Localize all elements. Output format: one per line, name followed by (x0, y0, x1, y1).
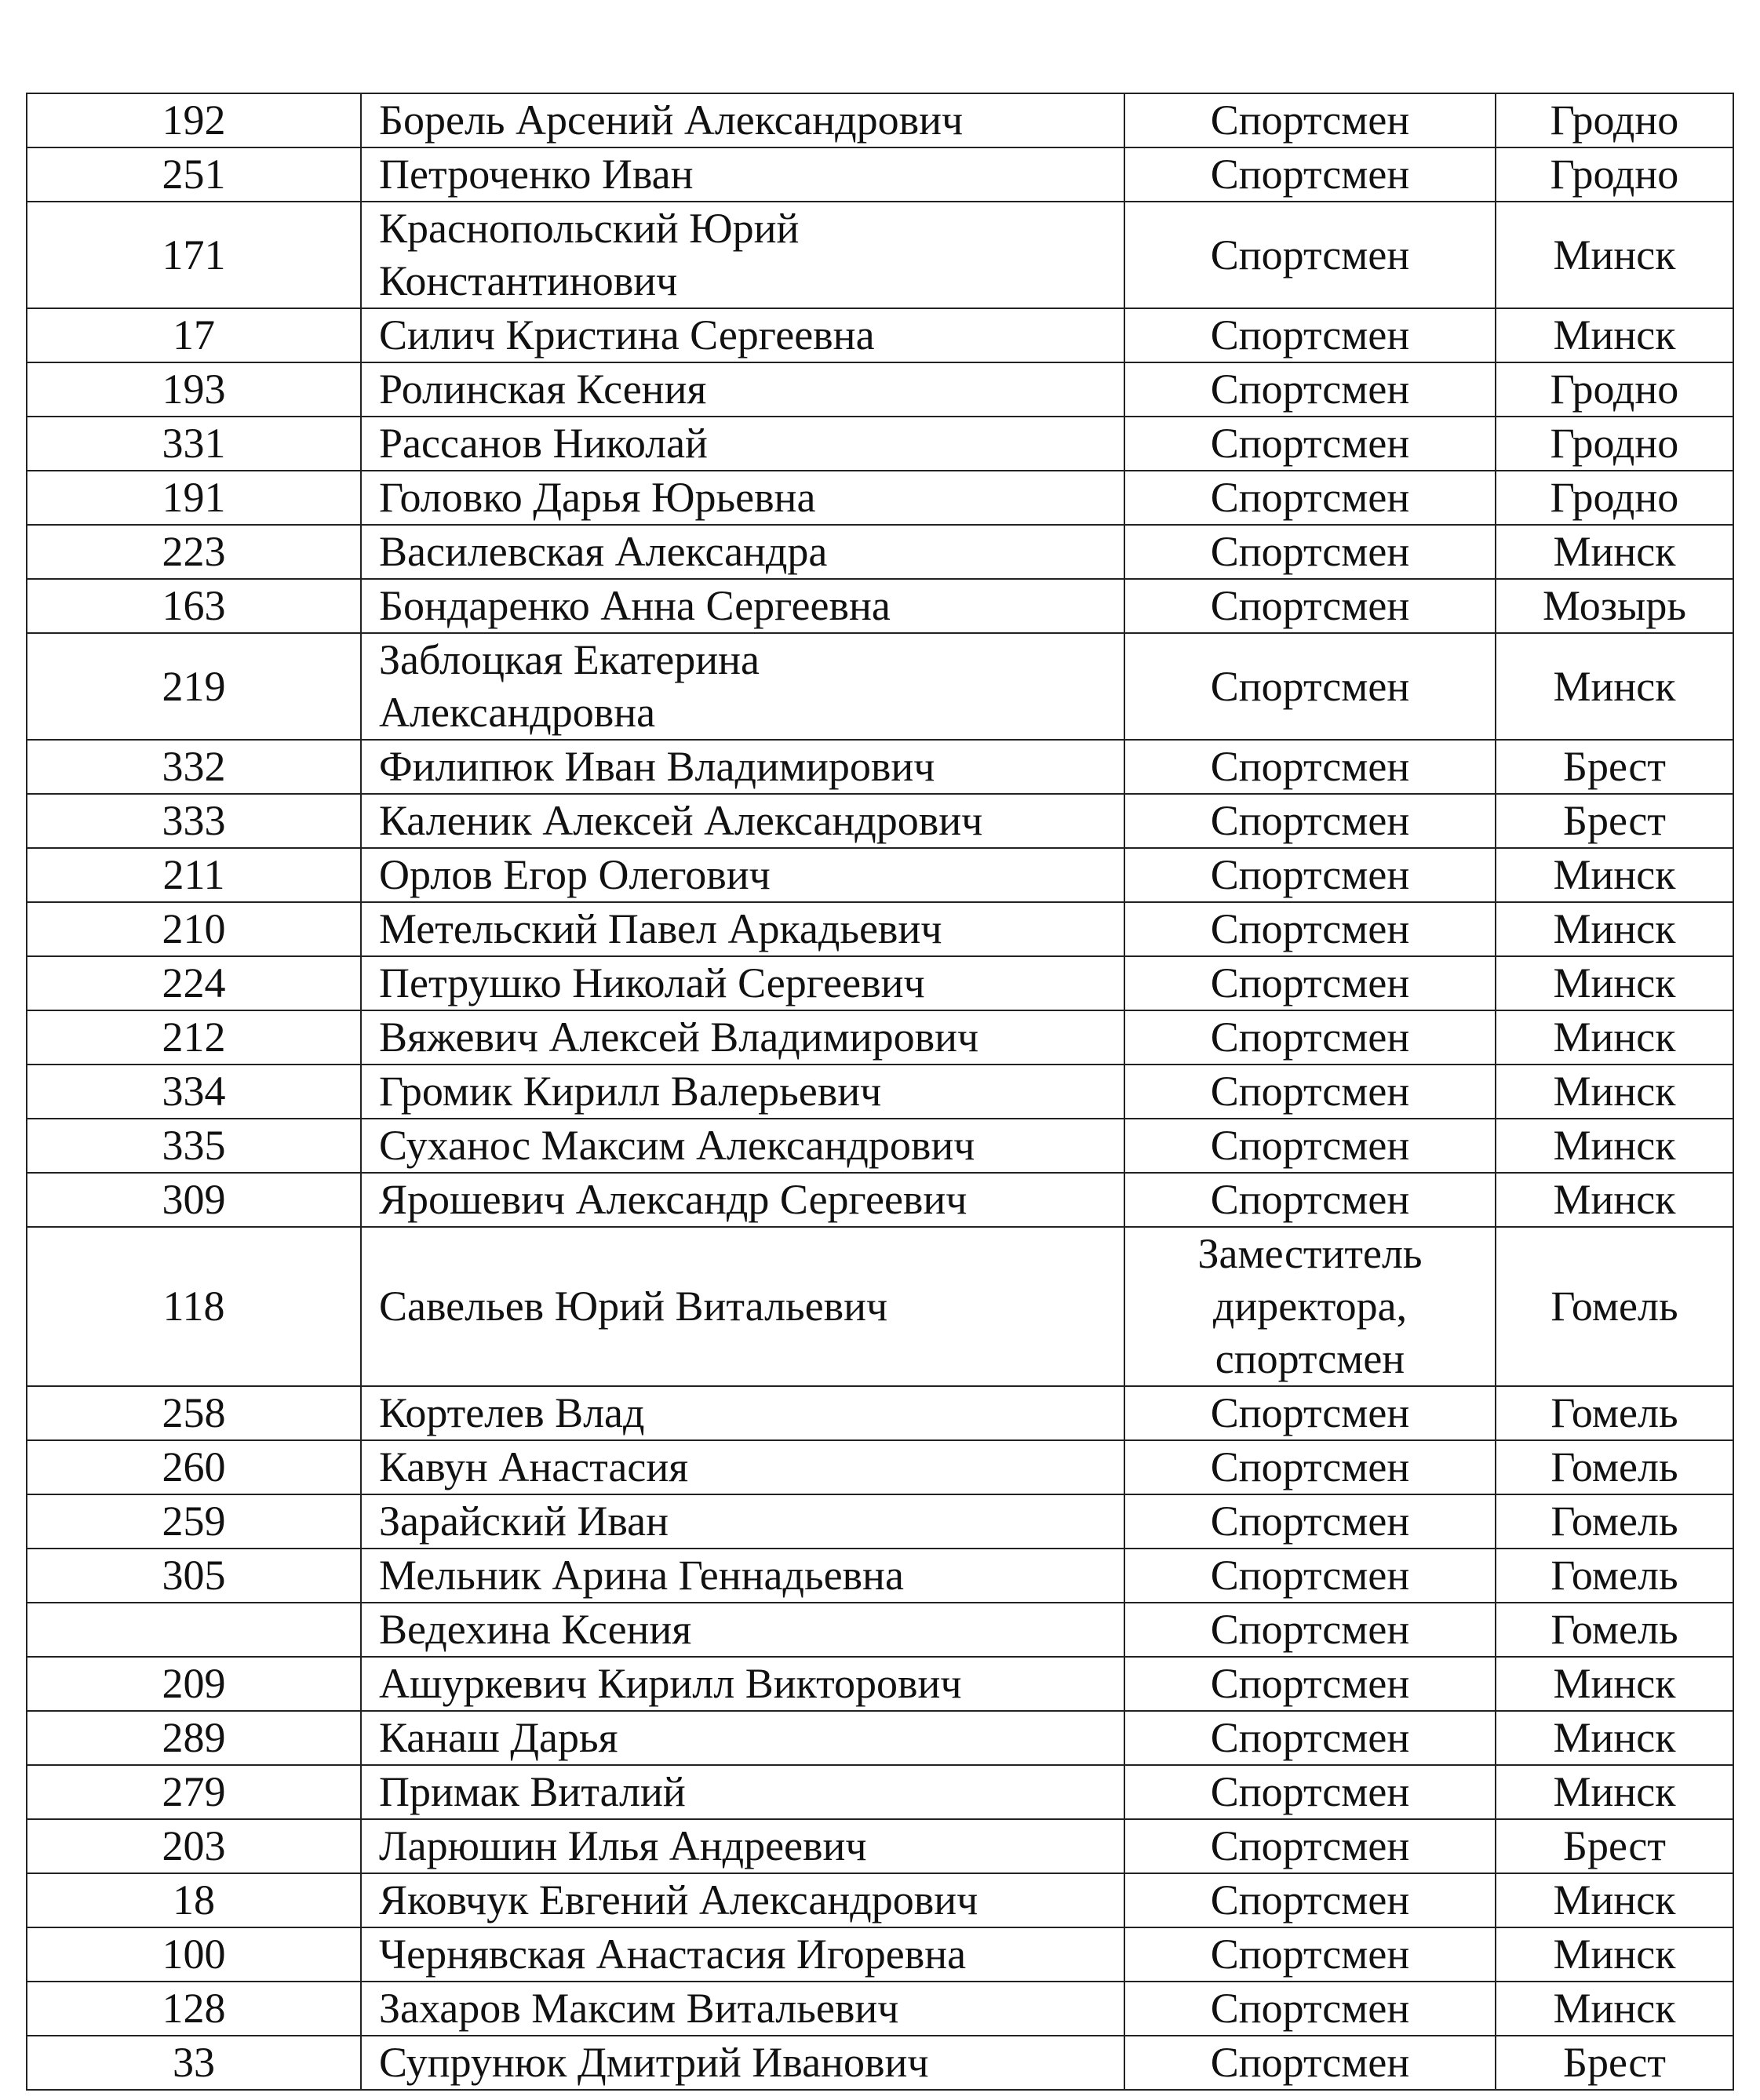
table-row (27, 1065, 1733, 1119)
table-row (27, 1119, 1733, 1173)
participant-number-cell: 191 (27, 471, 361, 525)
participant-role-cell: Спортсмен (1124, 633, 1496, 740)
participant-name-line: Заблоцкая Екатерина (379, 636, 760, 683)
participant-city-cell: Гродно (1496, 471, 1733, 525)
table-row (27, 902, 1733, 956)
participants-table-body (27, 93, 1733, 2090)
participant-role-cell: Спортсмен (1124, 1657, 1496, 1711)
participant-number-cell: 260 (27, 1440, 361, 1494)
participant-number-cell: 212 (27, 1010, 361, 1065)
participant-city-cell: Гродно (1496, 93, 1733, 147)
table-row (27, 362, 1733, 417)
participant-name-cell: Примак Виталий (361, 1765, 1124, 1819)
participant-name-cell: Силич Кристина Сергеевна (361, 308, 1124, 362)
participant-number-cell: 305 (27, 1549, 361, 1603)
participant-role-cell: Спортсмен (1124, 1173, 1496, 1227)
participant-name-cell: Головко Дарья Юрьевна (361, 471, 1124, 525)
table-row (27, 740, 1733, 794)
table-row (27, 1010, 1733, 1065)
participant-role-cell: Спортсмен (1124, 525, 1496, 579)
table-row (27, 1173, 1733, 1227)
participant-role-line: директора, (1212, 1283, 1408, 1330)
participant-city-cell: Гродно (1496, 417, 1733, 471)
participant-name-cell: Ведехина Ксения (361, 1603, 1124, 1657)
participant-name-line: Краснопольский Юрий (379, 205, 800, 252)
participant-name-cell: Зарайский Иван (361, 1494, 1124, 1549)
participant-city-cell: Брест (1496, 740, 1733, 794)
participant-role-cell: Спортсмен (1124, 579, 1496, 633)
participant-number-cell: 289 (27, 1711, 361, 1765)
participant-role-cell: Спортсмен (1124, 471, 1496, 525)
participant-name-cell: Ашуркевич Кирилл Викторович (361, 1657, 1124, 1711)
table-row (27, 525, 1733, 579)
participant-number-cell: 333 (27, 794, 361, 848)
participant-city-cell: Гомель (1496, 1440, 1733, 1494)
participant-city-cell: Минск (1496, 1119, 1733, 1173)
participant-name-cell: Кортелев Влад (361, 1386, 1124, 1440)
participant-role-cell: Спортсмен (1124, 1549, 1496, 1603)
participant-city-cell: Минск (1496, 1927, 1733, 1982)
participant-city-cell: Минск (1496, 1657, 1733, 1711)
participant-number-cell: 128 (27, 1982, 361, 2036)
participant-number-cell: 17 (27, 308, 361, 362)
table-row (27, 308, 1733, 362)
table-row (27, 956, 1733, 1010)
participant-name-cell: Ларюшин Илья Андреевич (361, 1819, 1124, 1873)
participant-name-cell: Бондаренко Анна Сергеевна (361, 579, 1124, 633)
table-row (27, 1982, 1733, 2036)
participant-city-cell: Минск (1496, 956, 1733, 1010)
participant-city-cell: Гомель (1496, 1603, 1733, 1657)
participant-number-cell: 335 (27, 1119, 361, 1173)
table-row (27, 1711, 1733, 1765)
participant-city-cell: Гомель (1496, 1549, 1733, 1603)
participant-role-cell (1124, 1227, 1496, 1386)
participant-role-cell: Спортсмен (1124, 956, 1496, 1010)
participant-number-cell: 171 (27, 202, 361, 308)
table-row (27, 1440, 1733, 1494)
participant-name-cell: Вяжевич Алексей Владимирович (361, 1010, 1124, 1065)
participant-city-cell: Минск (1496, 1173, 1733, 1227)
participant-number-cell: 224 (27, 956, 361, 1010)
participant-role-cell: Спортсмен (1124, 202, 1496, 308)
table-row (27, 848, 1733, 902)
participant-role-line: Заместитель (1197, 1230, 1423, 1277)
participant-city-cell: Брест (1496, 1819, 1733, 1873)
document-page (26, 93, 1733, 2091)
participant-role-cell: Спортсмен (1124, 1765, 1496, 1819)
participant-role-cell: Спортсмен (1124, 902, 1496, 956)
participant-number-cell: 163 (27, 579, 361, 633)
participant-number-cell: 223 (27, 525, 361, 579)
participant-role-cell: Спортсмен (1124, 1927, 1496, 1982)
participant-number-cell: 251 (27, 147, 361, 202)
participant-name-line: Константинович (379, 257, 678, 304)
participant-city-cell: Минск (1496, 308, 1733, 362)
participant-role-cell: Спортсмен (1124, 1603, 1496, 1657)
participant-city-cell: Минск (1496, 902, 1733, 956)
table-row (27, 471, 1733, 525)
participant-city-cell: Гомель (1496, 1494, 1733, 1549)
table-row (27, 1386, 1733, 1440)
participant-city-cell: Мозырь (1496, 579, 1733, 633)
participant-city-cell: Брест (1496, 794, 1733, 848)
participants-table (26, 93, 1734, 2091)
table-row (27, 202, 1733, 308)
participant-number-cell: 100 (27, 1927, 361, 1982)
participant-city-cell: Минск (1496, 1765, 1733, 1819)
participant-city-cell: Гомель (1496, 1386, 1733, 1440)
participant-number-cell: 259 (27, 1494, 361, 1549)
participant-name-cell: Василевская Александра (361, 525, 1124, 579)
table-row (27, 147, 1733, 202)
table-row (27, 794, 1733, 848)
participant-role-cell: Спортсмен (1124, 794, 1496, 848)
participant-number-cell: 219 (27, 633, 361, 740)
participant-number-cell: 332 (27, 740, 361, 794)
participant-role-cell: Спортсмен (1124, 1982, 1496, 2036)
participant-role-cell: Спортсмен (1124, 1440, 1496, 1494)
participant-name-cell: Борель Арсений Александрович (361, 93, 1124, 147)
participant-name-line: Александровна (379, 689, 656, 736)
participant-city-cell: Минск (1496, 633, 1733, 740)
participant-name-cell: Орлов Егор Олегович (361, 848, 1124, 902)
participant-name-cell: Чернявская Анастасия Игоревна (361, 1927, 1124, 1982)
participant-role-cell: Спортсмен (1124, 1065, 1496, 1119)
participant-city-cell: Брест (1496, 2036, 1733, 2090)
participant-role-cell: Спортсмен (1124, 848, 1496, 902)
participant-role-cell: Спортсмен (1124, 1494, 1496, 1549)
participant-name-cell: Захаров Максим Витальевич (361, 1982, 1124, 2036)
participant-name-cell: Канаш Дарья (361, 1711, 1124, 1765)
participant-role-cell: Спортсмен (1124, 1711, 1496, 1765)
participant-role-cell: Спортсмен (1124, 1386, 1496, 1440)
participant-number-cell: 210 (27, 902, 361, 956)
table-row (27, 1603, 1733, 1657)
participant-name-cell: Филипюк Иван Владимирович (361, 740, 1124, 794)
participant-number-cell: 279 (27, 1765, 361, 1819)
participant-city-cell: Гродно (1496, 147, 1733, 202)
participant-city-cell: Гомель (1496, 1227, 1733, 1386)
participant-number-cell (27, 1603, 361, 1657)
participant-name-cell: Суханос Максим Александрович (361, 1119, 1124, 1173)
table-row (27, 2036, 1733, 2090)
participant-name-cell: Савельев Юрий Витальевич (361, 1227, 1124, 1386)
participant-role-cell: Спортсмен (1124, 147, 1496, 202)
participant-role-cell: Спортсмен (1124, 1119, 1496, 1173)
participant-number-cell: 211 (27, 848, 361, 902)
participant-role-cell: Спортсмен (1124, 93, 1496, 147)
participant-city-cell: Минск (1496, 848, 1733, 902)
participant-number-cell: 209 (27, 1657, 361, 1711)
table-row (27, 1819, 1733, 1873)
participant-number-cell: 331 (27, 417, 361, 471)
participant-number-cell: 203 (27, 1819, 361, 1873)
participant-number-cell: 118 (27, 1227, 361, 1386)
participant-role-line: спортсмен (1215, 1335, 1405, 1382)
participant-city-cell: Минск (1496, 1010, 1733, 1065)
participant-number-cell: 309 (27, 1173, 361, 1227)
participant-name-cell: Кавун Анастасия (361, 1440, 1124, 1494)
participant-number-cell: 193 (27, 362, 361, 417)
participant-name-cell: Ролинская Ксения (361, 362, 1124, 417)
participant-name-cell (361, 202, 1124, 308)
table-row (27, 579, 1733, 633)
participant-role-cell: Спортсмен (1124, 362, 1496, 417)
participant-city-cell: Минск (1496, 1982, 1733, 2036)
table-row (27, 1227, 1733, 1386)
table-row (27, 633, 1733, 740)
participant-name-cell: Рассанов Николай (361, 417, 1124, 471)
participant-role-cell: Спортсмен (1124, 417, 1496, 471)
participant-role-cell: Спортсмен (1124, 740, 1496, 794)
participant-name-cell: Громик Кирилл Валерьевич (361, 1065, 1124, 1119)
participant-city-cell: Минск (1496, 525, 1733, 579)
participant-city-cell: Гродно (1496, 362, 1733, 417)
table-row (27, 1765, 1733, 1819)
participant-number-cell: 18 (27, 1873, 361, 1927)
participant-role-cell: Спортсмен (1124, 2036, 1496, 2090)
participant-name-cell: Петроченко Иван (361, 147, 1124, 202)
table-row (27, 1927, 1733, 1982)
participant-name-cell: Ярошевич Александр Сергеевич (361, 1173, 1124, 1227)
participant-name-cell: Мельник Арина Геннадьевна (361, 1549, 1124, 1603)
table-row (27, 1873, 1733, 1927)
table-row (27, 1657, 1733, 1711)
participant-city-cell: Минск (1496, 1711, 1733, 1765)
participant-number-cell: 33 (27, 2036, 361, 2090)
participant-name-cell (361, 633, 1124, 740)
table-row (27, 417, 1733, 471)
participant-number-cell: 334 (27, 1065, 361, 1119)
table-row (27, 1494, 1733, 1549)
participant-name-cell: Метельский Павел Аркадьевич (361, 902, 1124, 956)
participant-number-cell: 192 (27, 93, 361, 147)
participant-name-cell: Каленик Алексей Александрович (361, 794, 1124, 848)
participant-number-cell: 258 (27, 1386, 361, 1440)
table-row (27, 93, 1733, 147)
participant-city-cell: Минск (1496, 1873, 1733, 1927)
participant-role-cell: Спортсмен (1124, 1010, 1496, 1065)
participant-name-cell: Яковчук Евгений Александрович (361, 1873, 1124, 1927)
participant-name-cell: Супрунюк Дмитрий Иванович (361, 2036, 1124, 2090)
table-row (27, 1549, 1733, 1603)
participant-city-cell: Минск (1496, 1065, 1733, 1119)
participant-role-cell: Спортсмен (1124, 308, 1496, 362)
participant-role-cell: Спортсмен (1124, 1873, 1496, 1927)
participant-name-cell: Петрушко Николай Сергеевич (361, 956, 1124, 1010)
participant-city-cell: Минск (1496, 202, 1733, 308)
participant-role-cell: Спортсмен (1124, 1819, 1496, 1873)
